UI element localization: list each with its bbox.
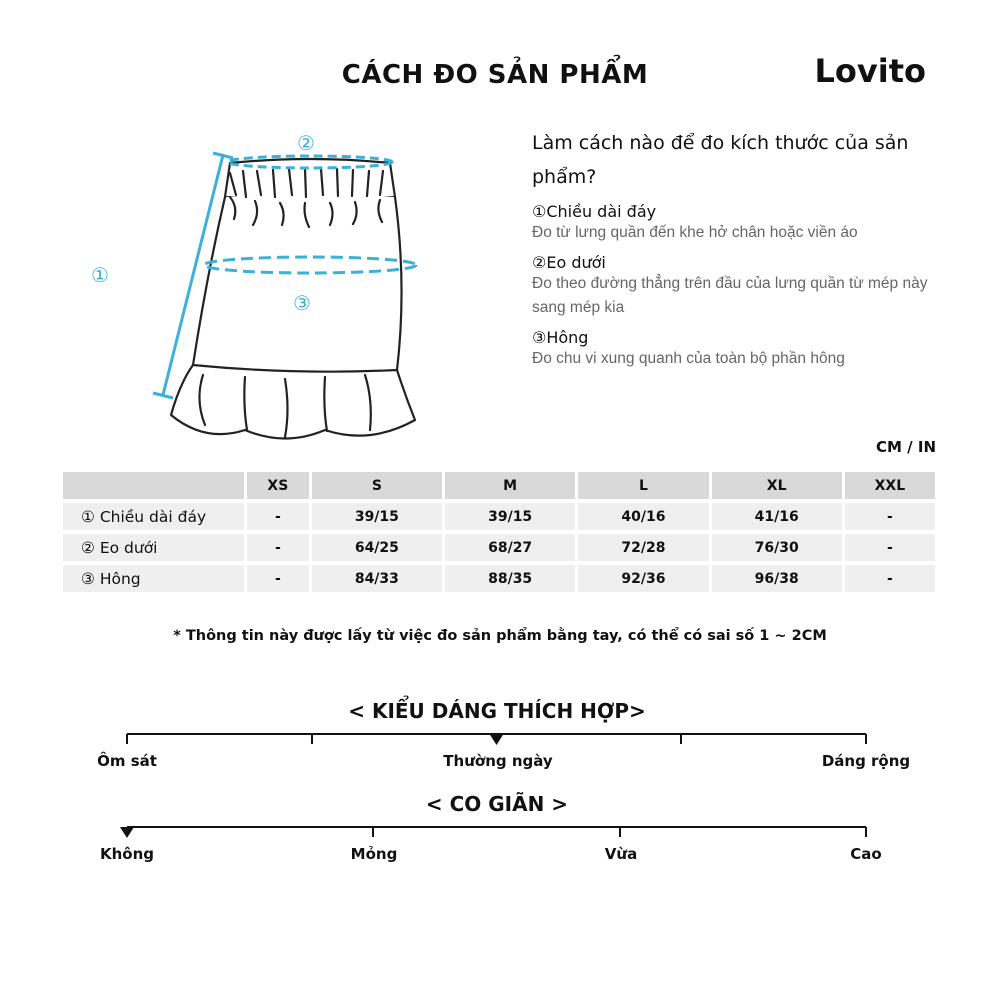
stretch-label-none: Không <box>99 845 155 863</box>
table-cell: 41/16 <box>712 503 842 530</box>
table-cell: 96/38 <box>712 565 842 592</box>
stretch-label-high: Cao <box>850 845 882 863</box>
column-header: M <box>445 472 575 499</box>
instruction-desc-waist: Đo theo đường thẳng trên đầu của lưng quần từ mép này sang mép kia <box>532 275 928 316</box>
measurement-note: * Thông tin này được lấy từ việc đo sản phẩm bằng tay, có thể có sai số 1 ~ 2CM <box>173 628 827 644</box>
fit-title: < KIỂU DÁNG THÍCH HỢP> <box>348 699 646 723</box>
measure-label-3: ③ <box>293 291 311 315</box>
skirt-drawing <box>85 125 445 455</box>
column-header: XL <box>712 472 842 499</box>
table-cell: 92/36 <box>578 565 708 592</box>
table-cell: 39/15 <box>312 503 442 530</box>
measure-label-2: ② <box>297 131 315 155</box>
size-table <box>60 468 938 596</box>
table-row <box>63 503 935 530</box>
stretch-title: < CO GIÃN > <box>425 792 569 816</box>
instruction-title-hip: ③Hông <box>532 328 589 347</box>
table-cell: 76/30 <box>712 534 842 561</box>
fit-label-regular: Thường ngày <box>443 752 553 770</box>
fit-label-loose: Dáng rộng <box>821 752 911 770</box>
brand-logo: Lovito <box>814 52 926 90</box>
table-cell: - <box>845 565 935 592</box>
table-cell: 88/35 <box>445 565 575 592</box>
table-header-row <box>63 472 935 499</box>
page-title: CÁCH ĐO SẢN PHẨM <box>341 60 649 90</box>
table-cell: 64/25 <box>312 534 442 561</box>
instruction-title-waist: ②Eo dưới <box>532 253 606 272</box>
skirt-illustration <box>85 125 445 455</box>
instruction-desc-length: Đo từ lưng quần đến khe hở chân hoặc viền áo <box>532 224 858 241</box>
table-cell: - <box>845 534 935 561</box>
table-cell: - <box>247 534 309 561</box>
stretch-selected-marker <box>120 827 134 838</box>
unit-label: CM / IN <box>876 438 936 456</box>
column-header: XS <box>247 472 309 499</box>
table-corner <box>63 472 244 499</box>
stretch-label-medium: Vừa <box>604 845 638 863</box>
fit-selected-marker <box>490 734 504 745</box>
column-header: XXL <box>845 472 935 499</box>
table-cell: 40/16 <box>578 503 708 530</box>
table-cell: - <box>247 503 309 530</box>
column-header: L <box>578 472 708 499</box>
measure-instructions <box>532 126 952 371</box>
table-cell: 84/33 <box>312 565 442 592</box>
column-header: S <box>312 472 442 499</box>
table-cell: 68/27 <box>445 534 575 561</box>
row-header: ③ Hông <box>63 565 244 592</box>
instruction-desc-hip: Đo chu vi xung quanh của toàn bộ phần hông <box>532 350 845 367</box>
table-cell: - <box>247 565 309 592</box>
stretch-label-light: Mỏng <box>350 845 398 863</box>
instruction-title-length: ①Chiều dài đáy <box>532 202 657 221</box>
table-row <box>63 565 935 592</box>
instructions-title: Làm cách nào để đo kích thước của sản phẩm? <box>532 132 909 188</box>
row-header: ② Eo dưới <box>63 534 244 561</box>
row-header: ① Chiều dài đáy <box>63 503 244 530</box>
fit-label-tight: Ôm sát <box>97 752 157 770</box>
table-cell: 39/15 <box>445 503 575 530</box>
table-cell: - <box>845 503 935 530</box>
measure-label-1: ① <box>91 263 109 287</box>
table-cell: 72/28 <box>578 534 708 561</box>
table-row <box>63 534 935 561</box>
